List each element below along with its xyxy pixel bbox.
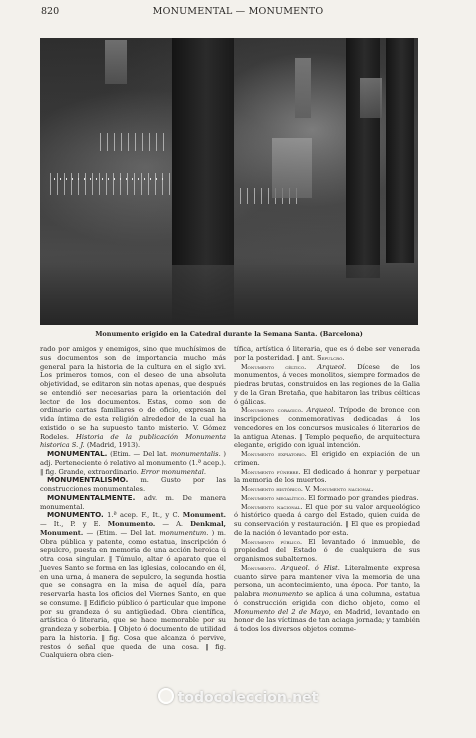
subentry-funebre: Monumento fúnebre. El dedicado á honrar y perpetuar la memoria de los muertos. xyxy=(234,467,420,485)
page-number: 820 xyxy=(41,6,60,17)
entry-monumentalismo: MONUMENTALISMO. m. Gusto por las construcciones monumentales. xyxy=(40,475,226,493)
subentry-arqueol: Monumento. Arqueol. ó Hist. Literalmente expresa cuanto sirve para mantener viva la memoria de una persona, un acontecimiento, una época. Por tanto, la palabra monumento se aplica á una columna, estatua ó construcción erigida con dicho objeto, como el Monumento del 2 de Mayo, en Madrid, levantado en honor de las víctimas de tan aciaga jornada; y también á todos los diversos objetos comme- xyxy=(234,563,420,633)
subentry-publico: Monumento público. El levantado ó inmueble, de propiedad del Estado ó de cualquiera de sus organismos subalternos. xyxy=(234,537,420,563)
left-column xyxy=(40,345,226,660)
figure-caption: Monumento erigido en la Catedral durante la Semana Santa. (Barcelona) xyxy=(95,330,363,338)
headword-monumentalmente: MONUMENTALMENTE. xyxy=(47,492,136,502)
subentry-expiatorio: Monumento expiatorio. El erigido en expiación de un crimen. xyxy=(234,450,420,467)
entry-monumental: MONUMENTAL. (Etim. — Del lat. monumentalis. ) adj. Perteneciente ó relativo al monumento (1.ª acep.). ‖ fig. Grande, extraordinario. Error monumental. xyxy=(40,449,226,476)
right-column xyxy=(234,345,420,634)
paragraph-continuation-right: tífica, artística ó literaria, que es ó debe ser venerada por la posteridad. ‖ ant. Sepulcro. xyxy=(234,345,420,362)
subentry-megalitico: Monumento megalítico. El formado por grandes piedras. xyxy=(241,493,419,502)
subentry-celtico: Monumento céltico. Arqueol. Dícese de los monumentos, á veces monolitos, siempre formados de piedras brutas, construidos en las regiones de la Galia y de la Gran Bretaña, que habitaron las tribus célticas ó gálicas. xyxy=(234,362,420,406)
headword-monumento: MONUMENTO. xyxy=(47,510,104,520)
subentry-coragico: Monumento coragico. Arqueol. Trípode de bronce con inscripciones conmemorativas dedicadas á los vencedores en los concursos musicales ó literarios de la antigua Atenas. ‖ Templo pequeño, de arquitectura elegante, erigido con igual intención. xyxy=(234,406,420,450)
subentry-nacional: Monumento nacional. El que por su valor arqueológico ó histórico queda á cargo del Estado, quien cuida de su conservación y restauración. ‖ El que es propiedad de la nación ó levantado por esta. xyxy=(234,502,420,537)
subentry-historico: Monumento histórico. V. Monumento nacional. xyxy=(241,485,374,493)
headword-monumentalismo: MONUMENTALISMO. xyxy=(47,475,129,485)
watermark-logo-icon xyxy=(158,688,174,704)
entry-monumentalmente: MONUMENTALMENTE. adv. m. De manera monumental. xyxy=(40,492,226,511)
page-header xyxy=(0,6,476,22)
cited-title: Historia de la publicación Monumenta historica S. J. xyxy=(40,432,226,450)
cathedral-photo xyxy=(40,38,418,325)
entry-monumento: MONUMENTO. 1.ª acep. F., It., y C. Monument. — It., P. y E. Monumento. — A. Denkmal, Monument. — (Etim. — Del lat. monumentum. ) m. Obra pública y patente, como estatua, inscripción ó sepulcro, puesta en memoria de una acción heroica ú otra cosa singular. ‖ Túmulo, altar ó aparato que el Jueves Santo se forma en las iglesias, colocando en él, en una urna, á manera de sepulcro, la segunda hostia que se consagra en la misa de aquel día, para reservarla hasta los oficios del Viernes Santo, en que se consume. ‖ Edificio público ó particular que impone por su grandeza ó su antigüedad. Obra científica, artística ó literaria, que se hace memorable por su grandeza y soberbia. ‖ Objeto ó documento de utilidad para la historia. ‖ fig. Cosa que alcanza ó pervive, restos ó señal que queda de una cosa. ‖ fig. Cualquiera obra cien- xyxy=(40,510,226,660)
headword-monumental: MONUMENTAL. xyxy=(47,449,108,458)
paragraph-continuation: rado por amigos y enemigos, sino que muchísimos de sus documentos son de importancia mucho más general para la historia de la cultura en el siglo xvi. Los primeros tomos, con el deseo de una absoluta objetividad, se editaron sin notas apenas, que después se entendió ser necesarias para la orientación del lector de los documentos. Estas, como son de ordinario cartas familiares o de oficio, expresan la vida íntima de esta religión alrededor de la cual ha existido o se ha supuesto tanto misterio. V. Gómez Rodeles. Historia de la publicación Monumenta historica S. J. (Madrid, 1913). xyxy=(40,345,226,450)
watermark: todocoleccion.net xyxy=(0,688,476,706)
running-head: MONUMENTAL — MONUMENTO xyxy=(152,6,324,17)
